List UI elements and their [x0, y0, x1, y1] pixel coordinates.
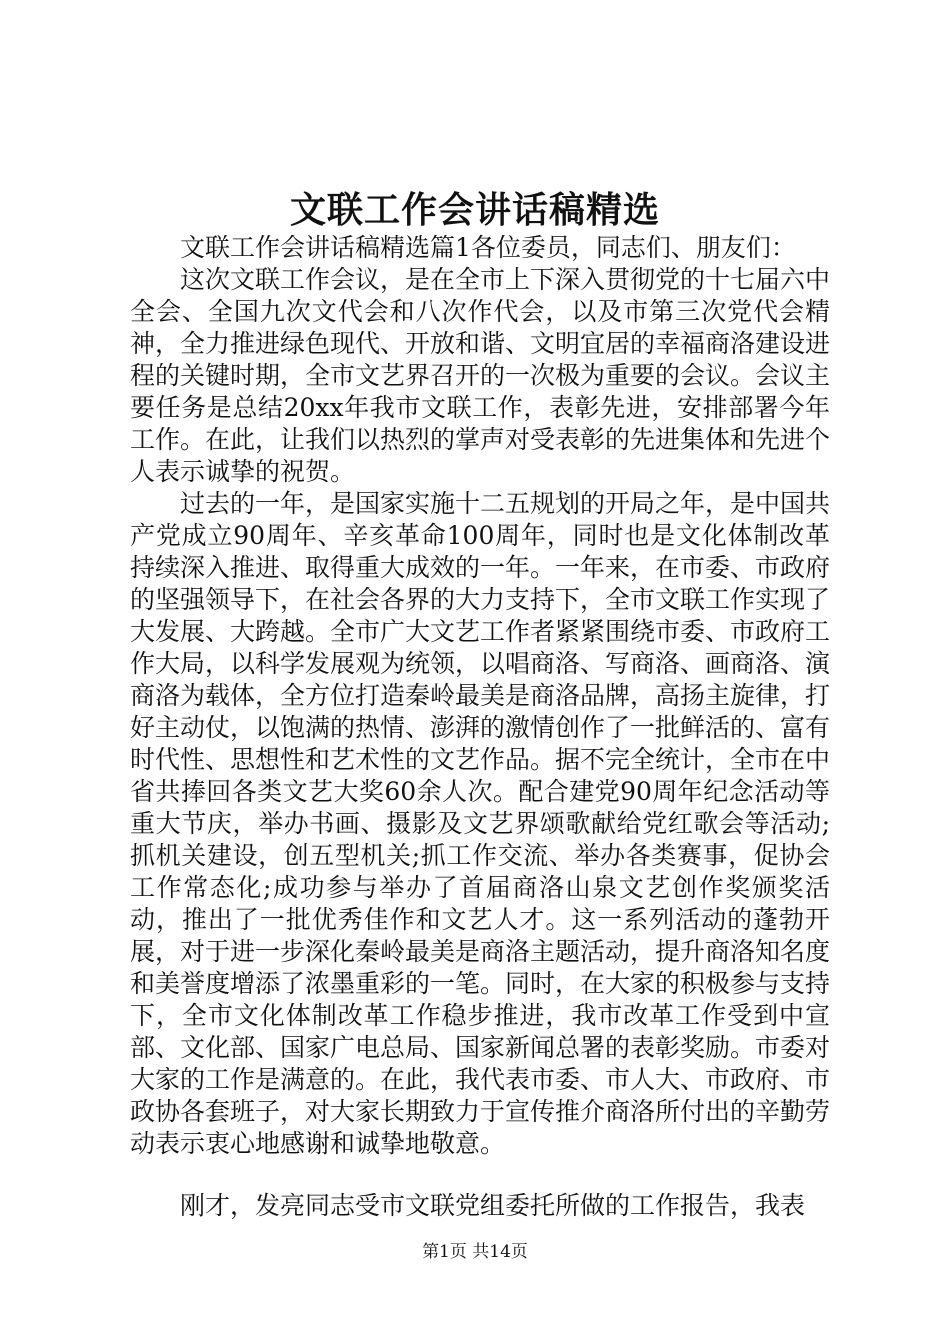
- document-title: 文联工作会讲话稿精选: [289, 189, 660, 231]
- paragraph-past-year: 过去的一年，是国家实施十二五规划的开局之年，是中国共产党成立90周年、辛亥革命100周年，同时也是文化体制改革持续深入推进、取得重大成效的一年。一年来，在市委、市政府的坚强领导下，在社会各界的大力支持下，全市文联工作实现了大发展、大跨越。全市广大文艺工作者紧紧围绕市委、市政府工作大局，以科学发展观为统领，以唱商洛、写商洛、画商洛、演商洛为载体，全方位打造秦岭最美是商洛品牌，高扬主旋律，打好主动仗，以饱满的热情、澎湃的激情创作了一批鲜活的、富有时代性、思想性和艺术性的文艺作品。据不完全统计，全市在中省共捧回各类文艺大奖60余人次。配合建党90周年纪念活动等重大节庆，举办书画、摄影及文艺界颂歌献给党红歌会等活动;抓机关建设，创五型机关;抓工作交流、举办各类赛事，促协会工作常态化;成功参与举办了首届商洛山泉文艺创作奖颁奖活动，推出了一批优秀佳作和文艺人才。这一系列活动的蓬勃开展，对于进一步深化秦岭最美是商洛主题活动，提升商洛知名度和美誉度增添了浓墨重彩的一笔。同时，在大家的积极参与支持下，全市文化体制改革工作稳步推进，我市改革工作受到中宣部、文化部、国家广电总局、国家新闻总署的表彰奖励。市委对大家的工作是满意的。在此，我代表市委、市人大、市政府、市政协各套班子，对大家长期致力于宣传推介商洛所付出的辛勤劳动表示衷心地感谢和诚挚地敬意。: [130, 489, 831, 1158]
- paragraph-report-comment: 刚才，发亮同志受市文联党组委托所做的工作报告，我表: [180, 1191, 806, 1220]
- page-number-footer: 第1页 共14页: [422, 1242, 528, 1262]
- paragraph-greeting: 文联工作会讲话稿精选篇1各位委员，同志们、朋友们：: [180, 233, 796, 262]
- paragraph-meeting-intro: 这次文联工作会议，是在全市上下深入贯彻党的十七届六中全会、全国九次文代会和八次作代会，以及市第三次党代会精神，全力推进绿色现代、开放和谐、文明宜居的幸福商洛建设进程的关键时期，全市文艺界召开的一次极为重要的会议。会议主要任务是总结20xx年我市文联工作，表彰先进，安排部署今年工作。在此，让我们以热烈的掌声对受表彰的先进集体和先进个人表示诚挚的祝贺。: [130, 265, 831, 486]
- document-body: [130, 232, 830, 1222]
